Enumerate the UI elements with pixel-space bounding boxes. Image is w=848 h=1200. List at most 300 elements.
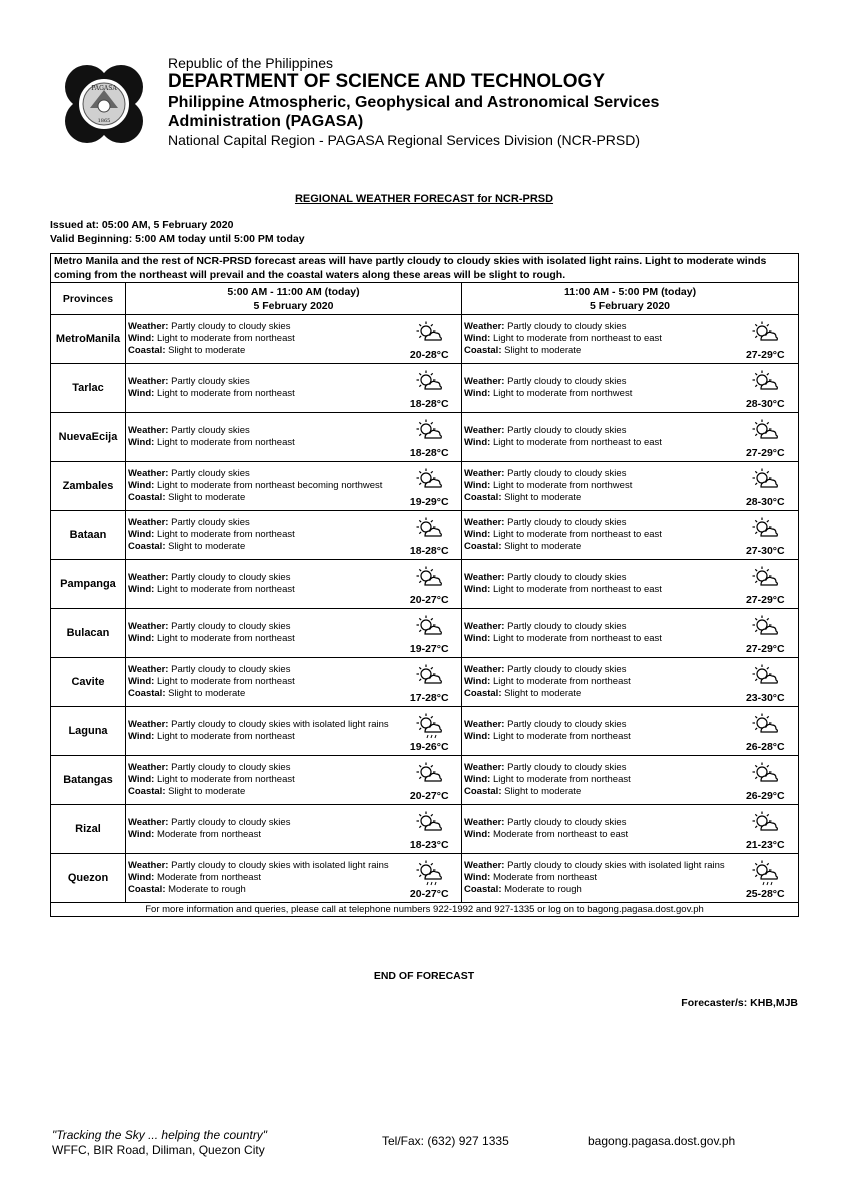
coastal-line <box>128 884 396 896</box>
wind-line-label: Wind: <box>128 676 155 687</box>
weather-line-value: Partly cloudy skies <box>171 376 250 387</box>
wind-line <box>128 774 396 786</box>
forecast-details-p1 <box>126 854 398 903</box>
wind-line-value: Light to moderate from northwest <box>492 388 633 399</box>
forecast-icon-cell-p2 <box>733 609 799 658</box>
light-rain-icon <box>415 713 443 739</box>
partly-cloudy-icon <box>415 419 443 445</box>
coastal-line-label: Coastal: <box>128 688 166 699</box>
table-row <box>51 560 799 609</box>
weather-line <box>464 762 731 774</box>
forecast-icon-cell-p1 <box>398 364 462 413</box>
wind-line-value: Light to moderate from northeast <box>156 584 295 595</box>
weather-line-value: Partly cloudy to cloudy skies <box>507 621 627 632</box>
weather-line <box>464 664 731 676</box>
weather-line-value: Partly cloudy skies <box>171 517 250 528</box>
weather-line <box>464 376 731 388</box>
wind-line-label: Wind: <box>128 774 155 785</box>
forecast-icon-cell-p2 <box>733 511 799 560</box>
partly-cloudy-icon <box>415 468 443 494</box>
weather-line-label: Weather: <box>464 468 505 479</box>
weather-line-label: Weather: <box>464 376 505 387</box>
forecast-details-p1 <box>126 805 398 854</box>
page-title: REGIONAL WEATHER FORECAST for NCR-PRSD <box>294 193 554 205</box>
wind-line <box>128 529 396 541</box>
partly-cloudy-icon <box>415 321 443 347</box>
logo-year: 1865 <box>97 118 111 124</box>
wind-line <box>128 388 396 400</box>
weather-line-value: Partly cloudy to cloudy skies <box>507 664 627 675</box>
wind-line-value: Light to moderate from northeast <box>492 676 631 687</box>
temperature-range: 21-23°C <box>745 839 785 851</box>
weather-line <box>128 376 396 388</box>
weather-line-label: Weather: <box>464 321 505 332</box>
table-row <box>51 805 799 854</box>
partly-cloudy-icon <box>751 762 779 788</box>
wind-line <box>464 388 731 400</box>
forecast-icon-cell-p1 <box>398 854 462 903</box>
table-row <box>51 462 799 511</box>
partly-cloudy-icon <box>415 566 443 592</box>
wind-line-label: Wind: <box>464 676 491 687</box>
weather-line-value: Partly cloudy to cloudy skies <box>171 664 291 675</box>
wind-line-value: Light to moderate from northeast to east <box>492 529 662 540</box>
forecast-icon-cell-p1 <box>398 609 462 658</box>
forecast-details-p1 <box>126 658 398 707</box>
temperature-range: 18-28°C <box>409 398 449 410</box>
valid-beginning: Valid Beginning: 5:00 AM today until 5:00 PM today <box>50 233 305 245</box>
forecast-details-p1 <box>126 315 398 364</box>
temperature-range: 28-30°C <box>745 496 785 508</box>
coastal-line-value: Slight to moderate <box>168 541 246 552</box>
period1-header <box>126 283 462 315</box>
wind-line-value: Moderate from northeast <box>156 872 261 883</box>
coastal-line-label: Coastal: <box>128 541 166 552</box>
period1-time: 5:00 AM - 11:00 AM (today) <box>227 285 360 298</box>
wind-line <box>128 872 396 884</box>
table-row <box>51 854 799 903</box>
wind-line <box>464 829 731 841</box>
weather-line-value: Partly cloudy to cloudy skies <box>171 817 291 828</box>
partly-cloudy-icon <box>751 321 779 347</box>
wind-line-value: Light to moderate from northeast <box>156 437 295 448</box>
table-row <box>51 658 799 707</box>
wind-line-value: Light to moderate from northeast <box>156 388 295 399</box>
temperature-range: 27-30°C <box>745 545 785 557</box>
province-name: NuevaEcija <box>51 413 126 462</box>
forecast-details-p1 <box>126 560 398 609</box>
forecast-icon-cell-p2 <box>733 707 799 756</box>
synopsis: Metro Manila and the rest of NCR-PRSD forecast areas will have partly cloudy to cloudy skies with isolated light rains. Light to moderate winds coming from the northeast will prevail and the coastal waters along these areas will be slight to rough. <box>51 254 799 283</box>
agency-name-line2: Administration (PAGASA) <box>168 113 364 130</box>
weather-line-label: Weather: <box>464 572 505 583</box>
coastal-line <box>128 345 396 357</box>
coastal-line-value: Slight to moderate <box>504 492 582 503</box>
partly-cloudy-icon <box>751 419 779 445</box>
wind-line <box>464 774 731 786</box>
weather-line-label: Weather: <box>464 664 505 675</box>
weather-line <box>128 517 396 529</box>
forecast-icon-cell-p2 <box>733 462 799 511</box>
wind-line-value: Light to moderate from northeast <box>156 774 295 785</box>
wind-line-label: Wind: <box>128 872 155 883</box>
forecast-icon-cell-p1 <box>398 462 462 511</box>
temperature-range: 20-27°C <box>409 888 449 900</box>
forecast-details-p1 <box>126 364 398 413</box>
wind-line <box>464 676 731 688</box>
weather-line-value: Partly cloudy to cloudy skies with isolated light rains <box>171 860 389 871</box>
weather-line-label: Weather: <box>464 762 505 773</box>
wind-line <box>464 437 731 449</box>
weather-line-value: Partly cloudy to cloudy skies <box>171 572 291 583</box>
weather-line-label: Weather: <box>128 621 169 632</box>
wind-line-label: Wind: <box>128 480 155 491</box>
coastal-line-label: Coastal: <box>128 492 166 503</box>
weather-line-label: Weather: <box>128 762 169 773</box>
wind-line-label: Wind: <box>464 480 491 491</box>
provinces-header: Provinces <box>51 283 126 315</box>
wind-line-label: Wind: <box>464 584 491 595</box>
forecast-details-p1 <box>126 756 398 805</box>
forecast-details-p2 <box>462 609 733 658</box>
weather-line-label: Weather: <box>464 517 505 528</box>
wind-line <box>464 633 731 645</box>
weather-line <box>128 321 396 333</box>
wind-line-label: Wind: <box>128 829 155 840</box>
weather-line <box>128 621 396 633</box>
province-name: Quezon <box>51 854 126 903</box>
temperature-range: 25-28°C <box>745 888 785 900</box>
weather-line-label: Weather: <box>464 621 505 632</box>
coastal-line-label: Coastal: <box>464 688 502 699</box>
temperature-range: 28-30°C <box>745 398 785 410</box>
partly-cloudy-icon <box>415 664 443 690</box>
forecast-icon-cell-p1 <box>398 413 462 462</box>
partly-cloudy-icon <box>751 566 779 592</box>
weather-line-label: Weather: <box>128 719 169 730</box>
forecast-icon-cell-p1 <box>398 658 462 707</box>
forecast-icon-cell-p2 <box>733 658 799 707</box>
coastal-line <box>464 345 731 357</box>
coastal-line <box>128 786 396 798</box>
temperature-range: 27-29°C <box>745 643 785 655</box>
coastal-line-value: Slight to moderate <box>168 786 246 797</box>
forecast-details-p2 <box>462 658 733 707</box>
temperature-range: 20-27°C <box>409 790 449 802</box>
forecast-details-p2 <box>462 854 733 903</box>
temperature-range: 19-26°C <box>409 741 449 753</box>
coastal-line-label: Coastal: <box>464 541 502 552</box>
wind-line-value: Light to moderate from northeast to east <box>492 584 662 595</box>
logo-text: PAGASA <box>91 85 117 92</box>
partly-cloudy-icon <box>751 370 779 396</box>
weather-line-label: Weather: <box>128 664 169 675</box>
partly-cloudy-icon <box>751 664 779 690</box>
weather-line-label: Weather: <box>128 572 169 583</box>
province-name: Rizal <box>51 805 126 854</box>
forecast-icon-cell-p1 <box>398 560 462 609</box>
republic-text: Republic of the Philippines <box>168 55 333 71</box>
weather-line-value: Partly cloudy to cloudy skies <box>507 719 627 730</box>
wind-line-value: Light to moderate from northeast becoming northwest <box>156 480 383 491</box>
wind-line-label: Wind: <box>128 529 155 540</box>
temperature-range: 26-28°C <box>745 741 785 753</box>
weather-line-value: Partly cloudy to cloudy skies <box>507 817 627 828</box>
wind-line-label: Wind: <box>464 872 491 883</box>
weather-line-value: Partly cloudy to cloudy skies <box>171 621 291 632</box>
province-name: Pampanga <box>51 560 126 609</box>
weather-line-label: Weather: <box>128 817 169 828</box>
province-name: Cavite <box>51 658 126 707</box>
table-row <box>51 756 799 805</box>
weather-line <box>128 425 396 437</box>
weather-line-label: Weather: <box>464 719 505 730</box>
coastal-line-value: Slight to moderate <box>504 786 582 797</box>
wind-line-value: Light to moderate from northeast <box>156 529 295 540</box>
temperature-range: 23-30°C <box>745 692 785 704</box>
temperature-range: 19-29°C <box>409 496 449 508</box>
weather-line <box>464 621 731 633</box>
forecast-table <box>50 253 799 917</box>
wind-line-label: Wind: <box>464 388 491 399</box>
coastal-line-label: Coastal: <box>128 884 166 895</box>
forecast-icon-cell-p2 <box>733 854 799 903</box>
forecast-details-p2 <box>462 805 733 854</box>
coastal-line <box>464 688 731 700</box>
weather-line-value: Partly cloudy to cloudy skies with isolated light rains <box>507 860 725 871</box>
coastal-line-value: Slight to moderate <box>504 541 582 552</box>
weather-line <box>464 572 731 584</box>
coastal-line-value: Slight to moderate <box>504 345 582 356</box>
partly-cloudy-icon <box>751 713 779 739</box>
coastal-line-label: Coastal: <box>128 786 166 797</box>
wind-line-value: Light to moderate from northeast to east <box>492 437 662 448</box>
forecast-details-p1 <box>126 462 398 511</box>
weather-line <box>128 664 396 676</box>
wind-line-value: Moderate from northeast <box>492 872 597 883</box>
province-name: Zambales <box>51 462 126 511</box>
partly-cloudy-icon <box>751 811 779 837</box>
telfax: Tel/Fax: (632) 927 1335 <box>382 1134 509 1148</box>
wind-line-label: Wind: <box>128 333 155 344</box>
coastal-line <box>128 492 396 504</box>
forecast-icon-cell-p1 <box>398 805 462 854</box>
weather-line-label: Weather: <box>128 860 169 871</box>
wind-line-value: Light to moderate from northeast <box>156 333 295 344</box>
light-rain-icon <box>751 860 779 886</box>
wind-line-value: Light to moderate from northeast <box>156 633 295 644</box>
weather-line <box>464 860 731 872</box>
coastal-line-value: Slight to moderate <box>168 688 246 699</box>
letterhead <box>168 55 659 149</box>
coastal-line-label: Coastal: <box>464 786 502 797</box>
weather-line <box>128 468 396 480</box>
wind-line-value: Light to moderate from northeast to east <box>492 333 662 344</box>
wind-line <box>464 872 731 884</box>
light-rain-icon <box>415 860 443 886</box>
agency-name-line1: Philippine Atmospheric, Geophysical and Astronomical Services <box>168 94 660 111</box>
weather-line-value: Partly cloudy to cloudy skies <box>507 425 627 436</box>
coastal-line <box>464 884 731 896</box>
partly-cloudy-icon <box>415 762 443 788</box>
province-name: Batangas <box>51 756 126 805</box>
wind-line <box>128 633 396 645</box>
temperature-range: 20-27°C <box>409 594 449 606</box>
weather-line <box>128 719 396 731</box>
weather-line <box>464 425 731 437</box>
forecast-details-p2 <box>462 560 733 609</box>
address: WFFC, BIR Road, Diliman, Quezon City <box>52 1143 265 1157</box>
temperature-range: 26-29°C <box>745 790 785 802</box>
wind-line <box>128 584 396 596</box>
tagline: "Tracking the Sky ... helping the country" <box>52 1128 268 1142</box>
wind-line-label: Wind: <box>464 333 491 344</box>
table-row <box>51 609 799 658</box>
province-name: Bataan <box>51 511 126 560</box>
temperature-range: 27-29°C <box>745 447 785 459</box>
partly-cloudy-icon <box>751 468 779 494</box>
table-row <box>51 511 799 560</box>
coastal-line-label: Coastal: <box>464 492 502 503</box>
coastal-line <box>128 688 396 700</box>
forecast-icon-cell-p2 <box>733 756 799 805</box>
weather-line-value: Partly cloudy to cloudy skies <box>507 376 627 387</box>
weather-line-label: Weather: <box>464 425 505 436</box>
forecast-icon-cell-p2 <box>733 805 799 854</box>
pagasa-logo <box>60 60 148 148</box>
partly-cloudy-icon <box>751 517 779 543</box>
partly-cloudy-icon <box>415 615 443 641</box>
weather-line-value: Partly cloudy to cloudy skies <box>507 762 627 773</box>
weather-line-label: Weather: <box>128 376 169 387</box>
weather-line-value: Partly cloudy to cloudy skies <box>507 468 627 479</box>
forecast-icon-cell-p1 <box>398 315 462 364</box>
weather-line-label: Weather: <box>464 860 505 871</box>
forecast-details-p2 <box>462 756 733 805</box>
issue-info <box>50 218 305 246</box>
issued-at: Issued at: 05:00 AM, 5 February 2020 <box>50 219 234 231</box>
period2-time: 11:00 AM - 5:00 PM (today) <box>564 285 697 298</box>
province-name: MetroManila <box>51 315 126 364</box>
wind-line <box>464 333 731 345</box>
wind-line-value: Light to moderate from northeast <box>492 774 631 785</box>
coastal-line-value: Slight to moderate <box>168 492 246 503</box>
province-name: Bulacan <box>51 609 126 658</box>
weather-line <box>128 817 396 829</box>
weather-line-label: Weather: <box>128 517 169 528</box>
partly-cloudy-icon <box>415 811 443 837</box>
wind-line <box>128 437 396 449</box>
forecast-icon-cell-p2 <box>733 315 799 364</box>
division-name: National Capital Region - PAGASA Regional Services Division (NCR-PRSD) <box>168 132 641 148</box>
period2-date: 5 February 2020 <box>590 299 671 312</box>
table-row <box>51 315 799 364</box>
wind-line-label: Wind: <box>464 529 491 540</box>
coastal-line <box>464 786 731 798</box>
temperature-range: 27-29°C <box>745 349 785 361</box>
weather-line <box>464 817 731 829</box>
table-row <box>51 413 799 462</box>
wind-line <box>464 731 731 743</box>
wind-line-value: Moderate from northeast <box>156 829 261 840</box>
forecast-icon-cell-p2 <box>733 364 799 413</box>
weather-line <box>128 572 396 584</box>
wind-line-label: Wind: <box>464 633 491 644</box>
temperature-range: 18-28°C <box>409 447 449 459</box>
coastal-line-label: Coastal: <box>464 345 502 356</box>
forecast-icon-cell-p2 <box>733 560 799 609</box>
weather-line-label: Weather: <box>464 817 505 828</box>
temperature-range: 18-23°C <box>409 839 449 851</box>
weather-line <box>464 517 731 529</box>
footer-tagline-block <box>52 1128 267 1158</box>
coastal-line-label: Coastal: <box>464 884 502 895</box>
temperature-range: 17-28°C <box>409 692 449 704</box>
website: bagong.pagasa.dost.gov.ph <box>588 1134 736 1148</box>
temperature-range: 19-27°C <box>409 643 449 655</box>
coastal-line-value: Moderate to rough <box>168 884 246 895</box>
department-name: DEPARTMENT OF SCIENCE AND TECHNOLOGY <box>168 71 606 92</box>
wind-line-label: Wind: <box>128 633 155 644</box>
wind-line-label: Wind: <box>128 437 155 448</box>
end-of-forecast: END OF FORECAST <box>373 970 475 982</box>
weather-line-label: Weather: <box>128 321 169 332</box>
wind-line <box>128 676 396 688</box>
wind-line <box>128 829 396 841</box>
temperature-range: 18-28°C <box>409 545 449 557</box>
table-footer-note: For more information and queries, please call at telephone numbers 922-1992 and 927-1335 or log on to bagong.pagasa.dost.gov.ph <box>51 903 799 917</box>
weather-line-value: Partly cloudy to cloudy skies <box>171 321 291 332</box>
weather-line <box>464 468 731 480</box>
coastal-line <box>128 541 396 553</box>
coastal-line-value: Slight to moderate <box>168 345 246 356</box>
weather-line <box>464 321 731 333</box>
wind-line <box>464 480 731 492</box>
wind-line <box>464 584 731 596</box>
partly-cloudy-icon <box>415 370 443 396</box>
coastal-line <box>464 492 731 504</box>
coastal-line <box>464 541 731 553</box>
forecast-icon-cell-p1 <box>398 707 462 756</box>
partly-cloudy-icon <box>751 615 779 641</box>
forecast-icon-cell-p1 <box>398 511 462 560</box>
forecast-details-p2 <box>462 315 733 364</box>
wind-line-label: Wind: <box>128 584 155 595</box>
wind-line-value: Light to moderate from northeast <box>156 676 295 687</box>
province-name: Tarlac <box>51 364 126 413</box>
weather-line-label: Weather: <box>128 468 169 479</box>
temperature-range: 20-28°C <box>409 349 449 361</box>
coastal-line-label: Coastal: <box>128 345 166 356</box>
weather-line <box>128 860 396 872</box>
wind-line-label: Wind: <box>464 437 491 448</box>
wind-line <box>128 731 396 743</box>
wind-line-value: Light to moderate from northeast <box>492 731 631 742</box>
partly-cloudy-icon <box>415 517 443 543</box>
coastal-line-value: Moderate to rough <box>504 884 582 895</box>
forecast-details-p1 <box>126 511 398 560</box>
wind-line-label: Wind: <box>464 829 491 840</box>
forecast-details-p2 <box>462 707 733 756</box>
forecast-icon-cell-p1 <box>398 756 462 805</box>
wind-line-label: Wind: <box>464 774 491 785</box>
province-name: Laguna <box>51 707 126 756</box>
temperature-range: 27-29°C <box>745 594 785 606</box>
forecast-details-p1 <box>126 609 398 658</box>
wind-line-label: Wind: <box>128 388 155 399</box>
weather-line <box>464 719 731 731</box>
forecast-details-p1 <box>126 413 398 462</box>
